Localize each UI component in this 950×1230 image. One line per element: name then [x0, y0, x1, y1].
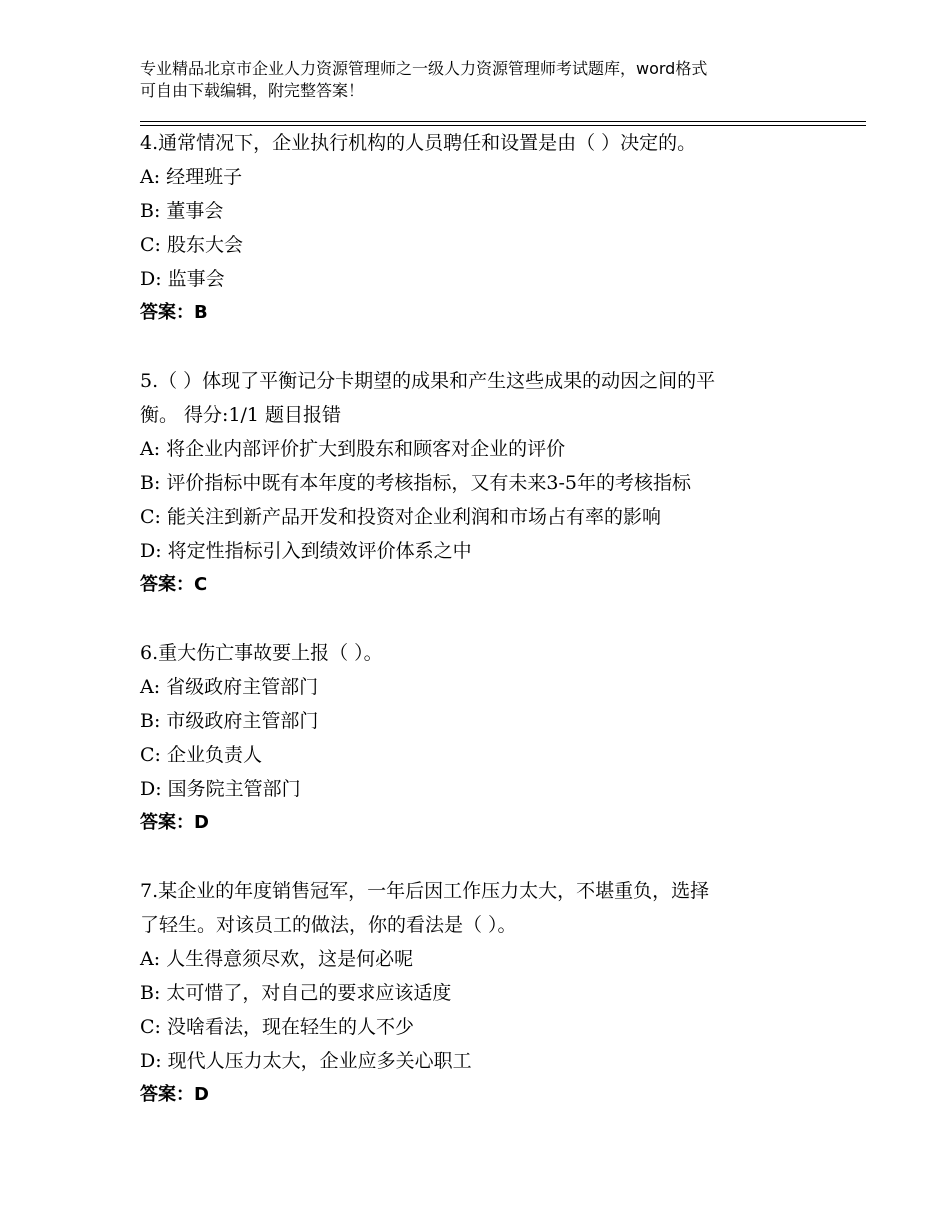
- option-d: D: 国务院主管部门: [140, 778, 301, 800]
- question-list: [140, 126, 840, 1146]
- question-6: [140, 636, 840, 840]
- option-d: D: 现代人压力太大，企业应多关心职工: [140, 1050, 472, 1072]
- option-b: B: 董事会: [140, 200, 224, 222]
- option-a: A: 人生得意须尽欢，这是何必呢: [140, 948, 414, 970]
- option-a: A: 省级政府主管部门: [140, 676, 319, 698]
- question-4: [140, 126, 840, 330]
- answer: 答案：D: [140, 1084, 209, 1105]
- question-stem: 6.重大伤亡事故要上报（ ）。: [140, 642, 383, 664]
- option-b: B: 太可惜了，对自己的要求应该适度: [140, 982, 452, 1004]
- question-stem: 4.通常情况下，企业执行机构的人员聘任和设置是由（ ）决定的。: [140, 132, 697, 154]
- answer: 答案：D: [140, 812, 209, 833]
- header-line-1: 专业精品北京市企业人力资源管理师之一级人力资源管理师考试题库，word格式: [140, 59, 708, 78]
- option-d: D: 监事会: [140, 268, 225, 290]
- header-line-2: 可自由下载编辑，附完整答案！: [140, 81, 365, 100]
- option-b: B: 评价指标中既有本年度的考核指标，又有未来3-5年的考核指标: [140, 472, 692, 494]
- question-7: [140, 874, 840, 1112]
- answer: 答案：C: [140, 574, 208, 595]
- option-c: C: 能关注到新产品开发和投资对企业利润和市场占有率的影响: [140, 506, 661, 528]
- option-c: C: 企业负责人: [140, 744, 262, 766]
- option-d: D: 将定性指标引入到绩效评价体系之中: [140, 540, 472, 562]
- question-stem: 7.某企业的年度销售冠军，一年后因工作压力太大，不堪重负，选择: [140, 880, 710, 902]
- option-b: B: 市级政府主管部门: [140, 710, 319, 732]
- option-c: C: 没啥看法，现在轻生的人不少: [140, 1016, 414, 1038]
- option-a: A: 将企业内部评价扩大到股东和顾客对企业的评价: [140, 438, 566, 460]
- question-stem: 5.（ ）体现了平衡记分卡期望的成果和产生这些成果的动因之间的平: [140, 370, 716, 392]
- answer: 答案：B: [140, 302, 208, 323]
- option-c: C: 股东大会: [140, 234, 243, 256]
- header-rule-top: [140, 121, 866, 122]
- document-header: [140, 58, 820, 102]
- question-stem-cont: 了轻生。对该员工的做法，你的看法是（ ）。: [140, 914, 517, 936]
- option-a: A: 经理班子: [140, 166, 243, 188]
- question-stem-cont: 衡。 得分:1/1 题目报错: [140, 404, 342, 426]
- question-5: [140, 364, 840, 602]
